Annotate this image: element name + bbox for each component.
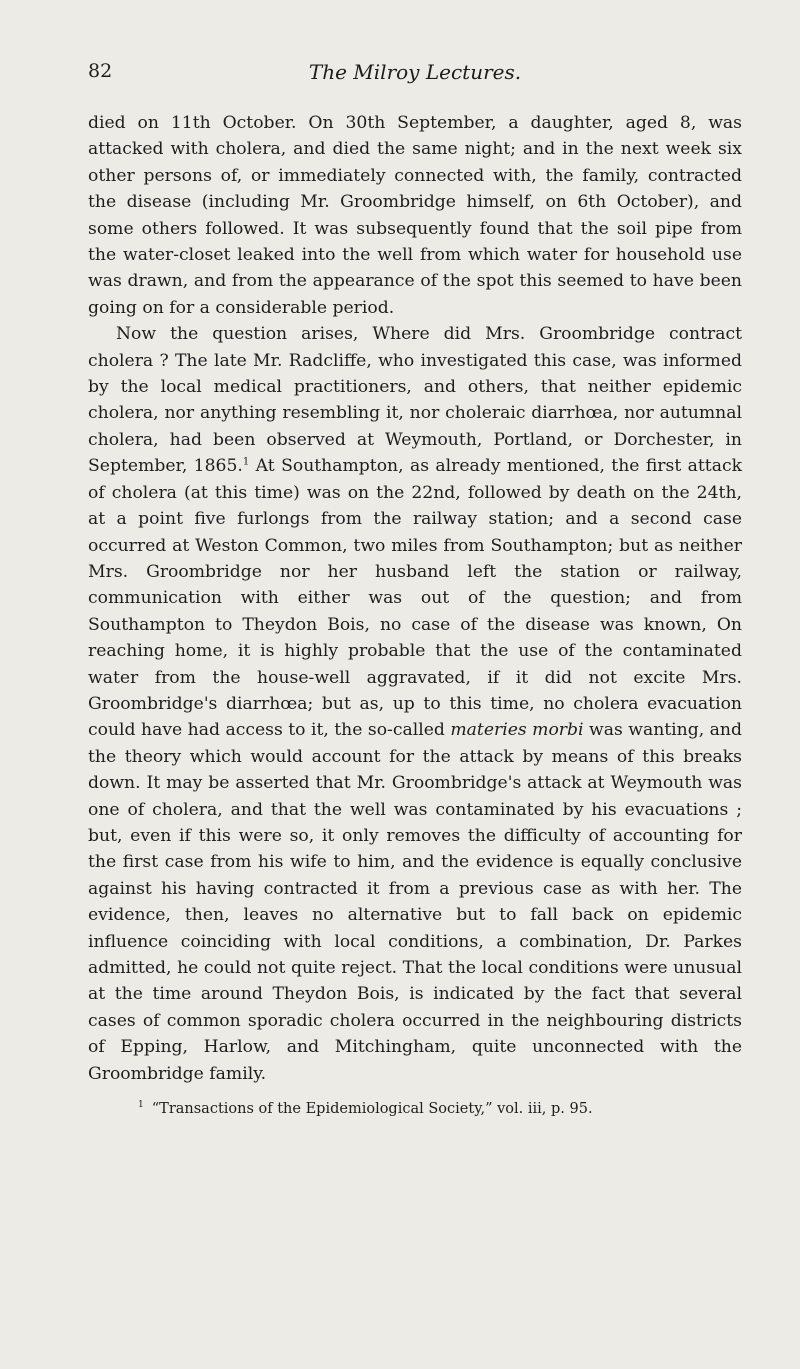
paragraph-2-text-a: Now the question arises, Where did Mrs. Groombridge contract cholera ? The late Mr. Radcliffe, who investigated this case, was informed by the local medical practitioners, and others, that neither epidemic cholera, nor anything resembling it, nor choleraic diarrhœa, nor autumnal cholera, had been observed at Weymouth, Portland, or Dorchester, in September, 1865.	[88, 324, 742, 477]
paragraph-2	[88, 321, 742, 1087]
italic-phrase: materies morbi	[450, 720, 584, 741]
paragraph-2-text-c: was wanting, and the theory which would account for the attack by means of this breaks down. It may be asserted that Mr. Groombridge's attack at Weymouth was one of cholera, and that the well was contaminated by his evacuations ; but, even if this were so, it only removes the difficulty of accounting for the first case from his wife to him, and the evidence is equally conclusive against his having contracted it from a previous case as with her. The evidence, then, leaves no alternative but to fall back on epidemic influence coinciding with local conditions, a combination, Dr. Parkes admitted, he could not quite reject. That the local conditions were unusual at the time around Theydon Bois, is indicated by the fact that several cases of common sporadic cholera occurred in the neighbouring districts of Epping, Harlow, and Mitchingham, quite unconnected with the Groombridge family.	[88, 720, 742, 1084]
footnote-text: “Transactions of the Epidemiological Society,” vol. iii, p. 95.	[151, 1100, 593, 1117]
footnote	[88, 1095, 742, 1119]
running-head	[88, 60, 742, 86]
paragraph-2-text-b: At Southampton, as already mentioned, the first attack of cholera (at this time) was on the 22nd, followed by death on the 24th, at a point five furlongs from the railway station; and a second case occurred at Weston Common, two miles from Southampton; but as neither Mrs. Groombridge nor her husband left the station or railway, communication with either was out of the question; and from Southampton to Theydon Bois, no case of the disease was known, On reaching home, it is highly probable that the use of the contaminated water from the house-well aggravated, if it did not excite Mrs. Groombridge's diarrhœa; but as, up to this time, no cholera evacuation could have had access to it, the so-called	[88, 456, 742, 741]
body-text	[88, 110, 742, 1087]
page-number: 82	[88, 60, 113, 82]
footnote-marker: 1	[138, 1100, 144, 1111]
footnote-reference: 1	[242, 456, 250, 468]
paragraph-1: died on 11th October. On 30th September, a daughter, aged 8, was attacked with cholera, and died the same night; and in the next week six other persons of, or immediately connected with, the family, contracted the disease (including Mr. Groombridge himself, on 6th October), and some others followed. It was subsequently found that the soil pipe from the water-closet leaked into the well from which water for household use was drawn, and from the appearance of the spot this seemed to have been going on for a considerable period.	[88, 113, 742, 318]
running-title: The Milroy Lectures.	[308, 60, 522, 84]
